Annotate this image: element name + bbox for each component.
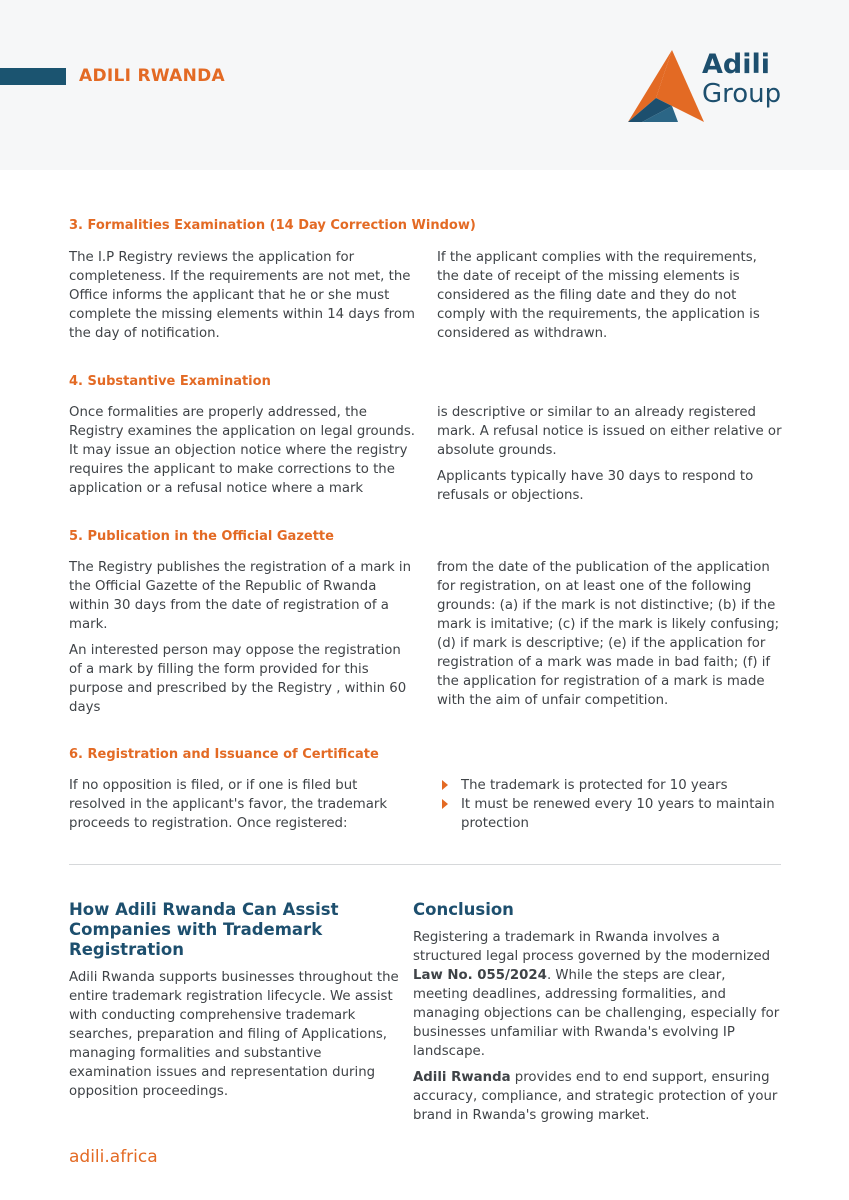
adili-group-logo bbox=[626, 46, 786, 126]
section-5-left-paragraph-1: The Registry publishes the registration of a mark in the Official Gazette of the Republic of Rwanda within 30 days from the date of registration of a mark. bbox=[69, 560, 412, 632]
section-6-left-column bbox=[69, 776, 417, 840]
assist-paragraph: Adili Rwanda supports businesses throughout the entire trademark registration lifecycle. We assist with conducting comprehensive trademark searches, preparation and filing of Applications, managing formalities and substantive examination issues and representation during opposition proceedings. bbox=[69, 970, 399, 1099]
section-4-right-paragraph-1: is descriptive or similar to an already registered mark. A refusal notice is issued on either relative or absolute grounds. bbox=[437, 405, 782, 458]
section-3-right-column bbox=[437, 248, 782, 350]
conclusion-paragraph-1 bbox=[413, 928, 781, 1061]
footer-website-link[interactable]: adili.africa bbox=[69, 1147, 158, 1167]
section-6-right-column bbox=[437, 776, 782, 833]
logo-triangle-icon bbox=[626, 46, 706, 126]
section-5-left-paragraph-2: An interested person may oppose the registration of a mark by filling the form provided for this purpose and prescribed by the Registry , within 60 days bbox=[69, 643, 407, 715]
assist-body bbox=[69, 968, 399, 1108]
conclusion-text: . While the steps are clear, meeting deadlines, addressing formalities, and managing objections can be challenging, especially for businesses unfamiliar with Rwanda's evolving IP landscape. bbox=[413, 968, 780, 1059]
section-5-right-column bbox=[437, 558, 782, 717]
conclusion-text: provides end to end support, ensuring accuracy, compliance, and strategic protection of your brand in Rwanda's growing market. bbox=[413, 1070, 778, 1123]
section-5-right-paragraph: from the date of the publication of the application for registration, on at least one of the following grounds: (a) if the mark is not distinctive; (b) if the mark is imitative; (c) if the mark is likely confusing; (d) if mark is descriptive; (e) if the application for registration of a mark was made in bad faith; (f) if the application for registration of a mark is made with the aim of unfair competition. bbox=[437, 560, 780, 708]
section-3-left-column bbox=[69, 248, 417, 350]
bullet-item bbox=[437, 795, 782, 833]
bullet-item bbox=[437, 776, 782, 795]
section-3-right-paragraph: If the applicant complies with the requirements, the date of receipt of the missing elements is considered as the filing date and they do not comply with the requirements, the application is considered as withdrawn. bbox=[437, 250, 760, 341]
conclusion-body bbox=[413, 928, 781, 1132]
conclusion-paragraph-2 bbox=[413, 1068, 781, 1125]
section-6-left-paragraph: If no opposition is filed, or if one is filed but resolved in the applicant's favor, the trademark proceeds to registration. Once registered: bbox=[69, 778, 388, 831]
section-5-title: 5. Publication in the Official Gazette bbox=[69, 529, 334, 544]
company-name: Adili Rwanda bbox=[413, 1070, 511, 1085]
section-4-right-column bbox=[437, 403, 782, 512]
assist-heading: How Adili Rwanda Can Assist Companies with Trademark Registration bbox=[69, 900, 339, 959]
section-3-left-paragraph: The I.P Registry reviews the application for completeness. If the requirements are not met, the Office informs the applicant that he or she must complete the missing elements within 14 days from the day of notification. bbox=[69, 250, 415, 341]
logo-word-adili: Adili bbox=[702, 49, 770, 80]
logo-word-group: Group bbox=[702, 79, 782, 109]
section-4-left-column bbox=[69, 403, 417, 505]
conclusion-text: Registering a trademark in Rwanda involves a structured legal process governed by the modernized bbox=[413, 930, 771, 964]
section-4-title: 4. Substantive Examination bbox=[69, 374, 271, 389]
section-6-title: 6. Registration and Issuance of Certificate bbox=[69, 747, 379, 762]
section-5-left-column bbox=[69, 558, 417, 724]
section-3-title: 3. Formalities Examination (14 Day Correction Window) bbox=[69, 218, 476, 233]
law-reference: Law No. 055/2024 bbox=[413, 968, 547, 983]
triangle-bullet-icon bbox=[442, 799, 448, 809]
section-6-bullet-list bbox=[437, 776, 782, 833]
header-accent-bar bbox=[0, 68, 66, 85]
triangle-bullet-icon bbox=[442, 780, 448, 790]
bullet-text: It must be renewed every 10 years to maintain protection bbox=[461, 797, 775, 831]
section-4-right-paragraph-2: Applicants typically have 30 days to respond to refusals or objections. bbox=[437, 469, 754, 503]
section-4-left-paragraph: Once formalities are properly addressed, the Registry examines the application on legal grounds. It may issue an objection notice where the registry requires the applicant to make corrections to the application or a refusal notice where a mark bbox=[69, 405, 416, 496]
section-divider bbox=[69, 864, 781, 865]
bullet-text: The trademark is protected for 10 years bbox=[461, 778, 728, 793]
brand-name: ADILI RWANDA bbox=[79, 66, 225, 86]
conclusion-heading: Conclusion bbox=[413, 900, 514, 919]
